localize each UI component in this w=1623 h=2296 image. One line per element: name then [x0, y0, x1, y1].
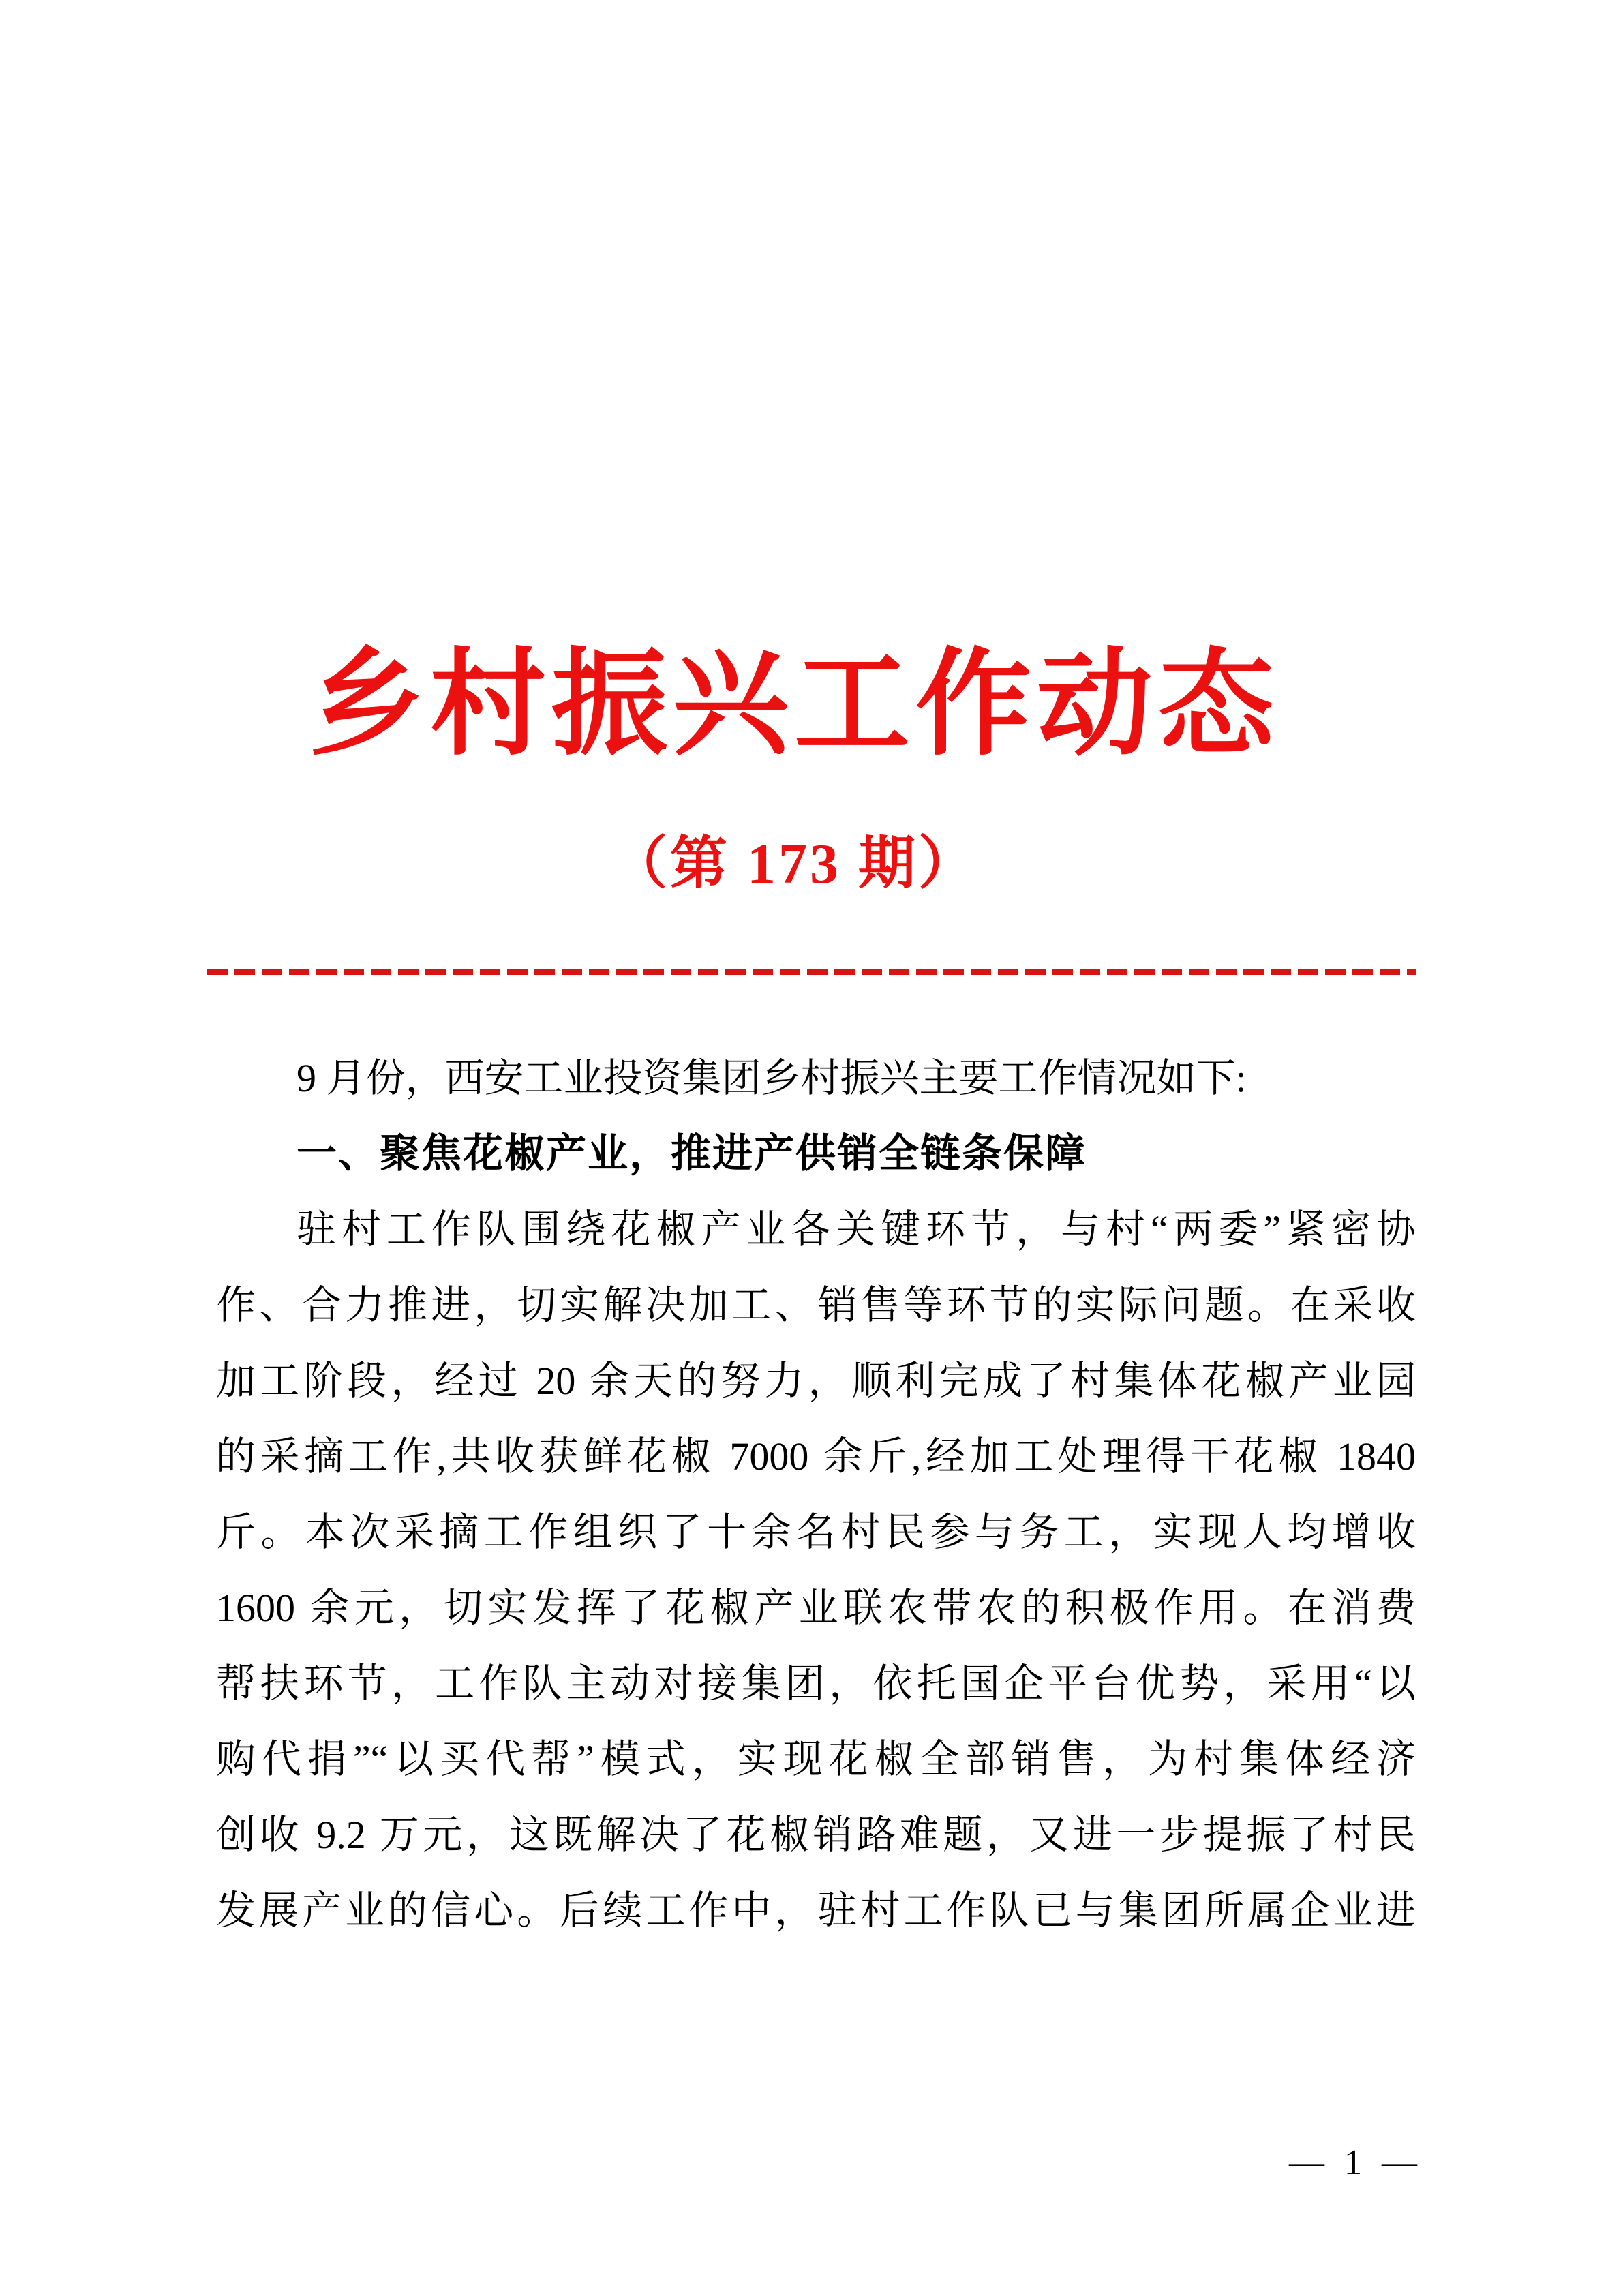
page-number: — 1 —	[1289, 2143, 1423, 2182]
body-line: 购代捐”“以买代帮”模式，实现花椒全部销售，为村集体经济	[216, 1737, 1416, 1781]
body-line: 帮扶环节，工作队主动对接集团，依托国企平台优势，采用“以	[216, 1661, 1416, 1706]
body-line: 加工阶段，经过 20 余天的努力，顺利完成了村集体花椒产业园	[216, 1359, 1416, 1403]
body-line: 驻村工作队围绕花椒产业各关键环节，与村“两委”紧密协	[297, 1207, 1416, 1252]
body-line: 的采摘工作,共收获鲜花椒 7000 余斤,经加工处理得干花椒 1840	[216, 1434, 1416, 1479]
body-line: 创收 9.2 万元，这既解决了花椒销路难题，又进一步提振了村民	[216, 1813, 1416, 1857]
body-line-intro: 9 月份，西安工业投资集团乡村振兴主要工作情况如下:	[297, 1056, 1247, 1100]
red-dashed-divider	[207, 969, 1416, 975]
body-line: 斤。本次采摘工作组织了十余名村民参与务工，实现人均增收	[216, 1510, 1416, 1554]
body-line: 发展产业的信心。后续工作中，驻村工作队已与集团所属企业进	[216, 1888, 1416, 1933]
issue-number: （第 173 期）	[609, 832, 978, 896]
body-line: 1600 余元，切实发挥了花椒产业联农带农的积极作用。在消费	[216, 1586, 1416, 1630]
body-line: 作、合力推进，切实解决加工、销售等环节的实际问题。在采收	[216, 1283, 1416, 1327]
document-body	[216, 1040, 1416, 1948]
section-heading: 一、聚焦花椒产业，推进产供销全链条保障	[297, 1131, 1087, 1176]
document-title: 乡村振兴工作动态	[308, 641, 1279, 769]
